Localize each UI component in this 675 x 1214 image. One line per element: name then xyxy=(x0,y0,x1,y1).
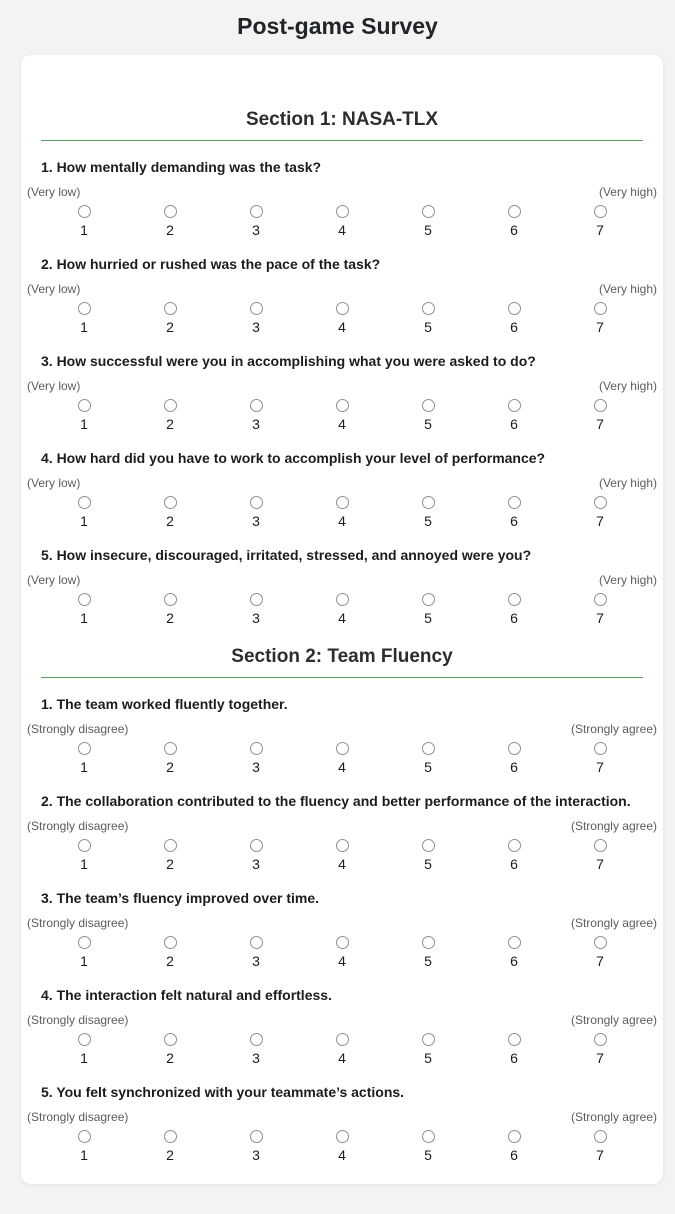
scale-number: 6 xyxy=(510,1050,518,1066)
scale-option[interactable] xyxy=(385,742,471,775)
likert-radio-s1q2-2[interactable] xyxy=(164,302,177,315)
likert-radio-s1q2-6[interactable] xyxy=(508,302,521,315)
question-s2-q3 xyxy=(27,890,657,969)
likert-radio-s1q2-1[interactable] xyxy=(78,302,91,315)
scale-option[interactable] xyxy=(557,205,643,238)
scale-number: 4 xyxy=(338,513,346,529)
scale-option[interactable] xyxy=(127,936,213,969)
anchor-right-label: (Very high) xyxy=(598,282,657,296)
likert-radio-s1q5-4[interactable] xyxy=(336,593,349,606)
scale-option[interactable] xyxy=(213,1033,299,1066)
scale-option[interactable] xyxy=(299,399,385,432)
anchor-left-label: (Very low) xyxy=(27,282,81,296)
likert-radio-s2q3-6[interactable] xyxy=(508,936,521,949)
scale-option[interactable] xyxy=(557,496,643,529)
scale-option[interactable] xyxy=(557,936,643,969)
scale-number: 2 xyxy=(166,222,174,238)
scale-option[interactable] xyxy=(213,205,299,238)
likert-radio-s1q3-3[interactable] xyxy=(250,399,263,412)
likert-radio-s1q4-4[interactable] xyxy=(336,496,349,509)
likert-radio-s1q5-1[interactable] xyxy=(78,593,91,606)
scale-option[interactable] xyxy=(127,1033,213,1066)
scale-number: 7 xyxy=(596,319,604,335)
likert-radio-s2q1-5[interactable] xyxy=(422,742,435,755)
scale-option[interactable] xyxy=(127,302,213,335)
scale-option[interactable] xyxy=(41,496,127,529)
likert-scale xyxy=(41,496,643,529)
survey-section-2 xyxy=(27,646,657,1163)
scale-option[interactable] xyxy=(41,399,127,432)
scale-option[interactable] xyxy=(557,302,643,335)
page-title: Post-game Survey xyxy=(237,13,438,39)
scale-number: 3 xyxy=(252,513,260,529)
likert-radio-s2q2-5[interactable] xyxy=(422,839,435,852)
scale-number: 6 xyxy=(510,759,518,775)
likert-radio-s2q4-4[interactable] xyxy=(336,1033,349,1046)
scale-number: 5 xyxy=(424,1147,432,1163)
scale-option[interactable] xyxy=(213,936,299,969)
scale-number: 2 xyxy=(166,953,174,969)
likert-radio-s2q2-6[interactable] xyxy=(508,839,521,852)
likert-scale xyxy=(41,839,643,872)
likert-radio-s2q2-3[interactable] xyxy=(250,839,263,852)
likert-radio-s1q2-3[interactable] xyxy=(250,302,263,315)
likert-radio-s2q3-5[interactable] xyxy=(422,936,435,949)
section-divider xyxy=(41,140,643,141)
scale-number: 6 xyxy=(510,610,518,626)
likert-radio-s2q2-7[interactable] xyxy=(594,839,607,852)
scale-option[interactable] xyxy=(385,839,471,872)
question-text: 4. The interaction felt natural and effortless. xyxy=(41,987,332,1003)
likert-radio-s2q5-2[interactable] xyxy=(164,1130,177,1143)
scale-option[interactable] xyxy=(471,302,557,335)
scale-option[interactable] xyxy=(127,1130,213,1163)
anchor-row xyxy=(27,379,657,393)
anchor-row xyxy=(27,916,657,930)
scale-option[interactable] xyxy=(471,936,557,969)
scale-number: 2 xyxy=(166,416,174,432)
likert-radio-s1q1-7[interactable] xyxy=(594,205,607,218)
scale-number: 5 xyxy=(424,1050,432,1066)
scale-number: 7 xyxy=(596,953,604,969)
likert-radio-s2q1-7[interactable] xyxy=(594,742,607,755)
scale-number: 6 xyxy=(510,856,518,872)
scale-option[interactable] xyxy=(127,839,213,872)
scale-option[interactable] xyxy=(299,593,385,626)
scale-number: 4 xyxy=(338,1050,346,1066)
scale-number: 5 xyxy=(424,513,432,529)
scale-number: 3 xyxy=(252,1050,260,1066)
likert-radio-s1q1-2[interactable] xyxy=(164,205,177,218)
question-text: 3. How successful were you in accomplishing what you were asked to do? xyxy=(41,353,536,369)
scale-option[interactable] xyxy=(299,205,385,238)
likert-radio-s1q3-2[interactable] xyxy=(164,399,177,412)
scale-option[interactable] xyxy=(127,593,213,626)
scale-number: 5 xyxy=(424,222,432,238)
scale-number: 1 xyxy=(80,1050,88,1066)
anchor-right-label: (Very high) xyxy=(598,379,657,393)
scale-number: 1 xyxy=(80,319,88,335)
question-text: 5. You felt synchronized with your teammate’s actions. xyxy=(41,1084,405,1100)
section-title: Section 1: NASA-TLX xyxy=(245,109,439,130)
anchor-right-label: (Very high) xyxy=(598,185,657,199)
likert-radio-s2q3-2[interactable] xyxy=(164,936,177,949)
scale-option[interactable] xyxy=(213,1130,299,1163)
scale-option[interactable] xyxy=(299,936,385,969)
likert-radio-s2q2-4[interactable] xyxy=(336,839,349,852)
section-title: Section 2: Team Fluency xyxy=(231,646,453,667)
question-s1-q5 xyxy=(27,547,657,626)
likert-radio-s2q1-3[interactable] xyxy=(250,742,263,755)
scale-option[interactable] xyxy=(471,839,557,872)
question-s1-q4 xyxy=(27,450,657,529)
scale-number: 7 xyxy=(596,222,604,238)
likert-radio-s1q1-3[interactable] xyxy=(250,205,263,218)
scale-option[interactable] xyxy=(127,399,213,432)
anchor-right-label: (Strongly agree) xyxy=(570,1110,657,1124)
scale-option[interactable] xyxy=(385,1130,471,1163)
likert-radio-s2q5-6[interactable] xyxy=(508,1130,521,1143)
likert-radio-s1q2-7[interactable] xyxy=(594,302,607,315)
scale-option[interactable] xyxy=(213,742,299,775)
likert-radio-s2q4-1[interactable] xyxy=(78,1033,91,1046)
anchor-left-label: (Strongly disagree) xyxy=(27,722,129,736)
scale-option[interactable] xyxy=(299,302,385,335)
scale-number: 6 xyxy=(510,513,518,529)
scale-number: 2 xyxy=(166,513,174,529)
scale-number: 7 xyxy=(596,856,604,872)
scale-option[interactable] xyxy=(471,742,557,775)
likert-radio-s1q5-6[interactable] xyxy=(508,593,521,606)
scale-number: 5 xyxy=(424,416,432,432)
anchor-row xyxy=(27,282,657,296)
likert-radio-s1q1-1[interactable] xyxy=(78,205,91,218)
likert-radio-s1q4-1[interactable] xyxy=(78,496,91,509)
scale-number: 7 xyxy=(596,513,604,529)
scale-option[interactable] xyxy=(471,205,557,238)
scale-option[interactable] xyxy=(127,742,213,775)
scale-number: 7 xyxy=(596,1147,604,1163)
section-divider xyxy=(41,677,643,678)
scale-option[interactable] xyxy=(213,302,299,335)
question-s2-q4 xyxy=(27,987,657,1066)
anchor-left-label: (Strongly disagree) xyxy=(27,1110,129,1124)
scale-option[interactable] xyxy=(557,1033,643,1066)
scale-number: 1 xyxy=(80,513,88,529)
survey-card xyxy=(21,55,663,1184)
scale-number: 5 xyxy=(424,319,432,335)
likert-radio-s1q5-7[interactable] xyxy=(594,593,607,606)
scale-option[interactable] xyxy=(385,1033,471,1066)
scale-option[interactable] xyxy=(299,496,385,529)
likert-scale xyxy=(41,1130,643,1163)
scale-option[interactable] xyxy=(385,496,471,529)
question-text: 4. How hard did you have to work to accomplish your level of performance? xyxy=(41,450,546,466)
likert-radio-s1q5-5[interactable] xyxy=(422,593,435,606)
anchor-right-label: (Very high) xyxy=(598,476,657,490)
scale-number: 1 xyxy=(80,953,88,969)
anchor-row xyxy=(27,819,657,833)
anchor-left-label: (Strongly disagree) xyxy=(27,916,129,930)
likert-radio-s2q5-4[interactable] xyxy=(336,1130,349,1143)
question-text: 2. The collaboration contributed to the fluency and better performance of the interaction. xyxy=(41,793,631,809)
scale-option[interactable] xyxy=(299,742,385,775)
likert-radio-s2q5-1[interactable] xyxy=(78,1130,91,1143)
scale-number: 6 xyxy=(510,319,518,335)
question-s1-q2 xyxy=(27,256,657,335)
question-s1-q1 xyxy=(27,159,657,238)
likert-radio-s2q3-3[interactable] xyxy=(250,936,263,949)
scale-number: 3 xyxy=(252,759,260,775)
scale-number: 5 xyxy=(424,610,432,626)
likert-radio-s2q1-2[interactable] xyxy=(164,742,177,755)
scale-option[interactable] xyxy=(471,1033,557,1066)
scale-number: 6 xyxy=(510,222,518,238)
question-text: 3. The team’s fluency improved over time. xyxy=(41,890,320,906)
scale-number: 3 xyxy=(252,416,260,432)
scale-number: 4 xyxy=(338,1147,346,1163)
scale-number: 7 xyxy=(596,416,604,432)
likert-radio-s1q1-4[interactable] xyxy=(336,205,349,218)
likert-radio-s2q3-1[interactable] xyxy=(78,936,91,949)
anchor-right-label: (Strongly agree) xyxy=(570,819,657,833)
likert-scale xyxy=(41,1033,643,1066)
scale-option[interactable] xyxy=(299,839,385,872)
anchor-right-label: (Very high) xyxy=(598,573,657,587)
scale-option[interactable] xyxy=(41,1033,127,1066)
likert-radio-s1q4-2[interactable] xyxy=(164,496,177,509)
scale-number: 4 xyxy=(338,759,346,775)
scale-number: 2 xyxy=(166,856,174,872)
scale-option[interactable] xyxy=(41,593,127,626)
scale-number: 2 xyxy=(166,759,174,775)
scale-option[interactable] xyxy=(127,205,213,238)
anchor-row xyxy=(27,1013,657,1027)
scale-option[interactable] xyxy=(557,399,643,432)
scale-number: 3 xyxy=(252,610,260,626)
scale-option[interactable] xyxy=(41,742,127,775)
scale-number: 4 xyxy=(338,610,346,626)
scale-option[interactable] xyxy=(471,1130,557,1163)
scale-number: 2 xyxy=(166,1147,174,1163)
likert-radio-s2q3-4[interactable] xyxy=(336,936,349,949)
likert-radio-s1q4-3[interactable] xyxy=(250,496,263,509)
scale-option[interactable] xyxy=(385,593,471,626)
scale-option[interactable] xyxy=(557,593,643,626)
scale-number: 1 xyxy=(80,759,88,775)
likert-radio-s2q5-5[interactable] xyxy=(422,1130,435,1143)
question-text: 1. How mentally demanding was the task? xyxy=(41,159,322,175)
scale-number: 2 xyxy=(166,319,174,335)
likert-radio-s1q4-7[interactable] xyxy=(594,496,607,509)
anchor-left-label: (Very low) xyxy=(27,379,81,393)
scale-number: 1 xyxy=(80,610,88,626)
question-text: 2. How hurried or rushed was the pace of the task? xyxy=(41,256,381,272)
scale-number: 1 xyxy=(80,1147,88,1163)
likert-radio-s1q5-3[interactable] xyxy=(250,593,263,606)
scale-option[interactable] xyxy=(557,839,643,872)
anchor-left-label: (Strongly disagree) xyxy=(27,1013,129,1027)
scale-number: 7 xyxy=(596,610,604,626)
scale-option[interactable] xyxy=(213,839,299,872)
likert-radio-s1q2-4[interactable] xyxy=(336,302,349,315)
likert-scale xyxy=(41,742,643,775)
scale-number: 5 xyxy=(424,856,432,872)
scale-option[interactable] xyxy=(385,205,471,238)
scale-number: 7 xyxy=(596,759,604,775)
likert-scale xyxy=(41,936,643,969)
anchor-right-label: (Strongly agree) xyxy=(570,916,657,930)
scale-option[interactable] xyxy=(41,839,127,872)
likert-radio-s1q3-7[interactable] xyxy=(594,399,607,412)
likert-radio-s1q3-5[interactable] xyxy=(422,399,435,412)
likert-radio-s2q4-2[interactable] xyxy=(164,1033,177,1046)
scale-option[interactable] xyxy=(385,302,471,335)
scale-option[interactable] xyxy=(471,399,557,432)
anchor-left-label: (Very low) xyxy=(27,476,81,490)
question-s2-q5 xyxy=(27,1084,657,1163)
question-s2-q2 xyxy=(27,793,657,872)
anchor-row xyxy=(27,185,657,199)
scale-number: 4 xyxy=(338,856,346,872)
likert-radio-s1q3-1[interactable] xyxy=(78,399,91,412)
likert-radio-s1q4-5[interactable] xyxy=(422,496,435,509)
scale-option[interactable] xyxy=(41,1130,127,1163)
scale-number: 3 xyxy=(252,1147,260,1163)
scale-number: 3 xyxy=(252,953,260,969)
scale-number: 6 xyxy=(510,416,518,432)
scale-number: 4 xyxy=(338,953,346,969)
page-header xyxy=(0,0,675,55)
likert-scale xyxy=(41,205,643,238)
likert-radio-s1q4-6[interactable] xyxy=(508,496,521,509)
scale-number: 6 xyxy=(510,953,518,969)
question-text: 1. The team worked fluently together. xyxy=(41,696,288,712)
likert-radio-s2q1-1[interactable] xyxy=(78,742,91,755)
scale-number: 5 xyxy=(424,953,432,969)
likert-radio-s1q2-5[interactable] xyxy=(422,302,435,315)
scale-number: 7 xyxy=(596,1050,604,1066)
likert-radio-s2q4-7[interactable] xyxy=(594,1033,607,1046)
scale-option[interactable] xyxy=(385,399,471,432)
likert-radio-s2q2-2[interactable] xyxy=(164,839,177,852)
likert-scale xyxy=(41,302,643,335)
scale-option[interactable] xyxy=(299,1033,385,1066)
scale-number: 3 xyxy=(252,856,260,872)
likert-radio-s1q1-6[interactable] xyxy=(508,205,521,218)
anchor-row xyxy=(27,1110,657,1124)
scale-option[interactable] xyxy=(557,1130,643,1163)
anchor-left-label: (Very low) xyxy=(27,185,81,199)
likert-scale xyxy=(41,399,643,432)
anchor-right-label: (Strongly agree) xyxy=(570,1013,657,1027)
scale-option[interactable] xyxy=(41,205,127,238)
question-s2-q1 xyxy=(27,696,657,775)
likert-radio-s1q3-4[interactable] xyxy=(336,399,349,412)
question-text: 5. How insecure, discouraged, irritated, stressed, and annoyed were you? xyxy=(41,547,532,563)
scale-option[interactable] xyxy=(41,302,127,335)
likert-radio-s2q4-5[interactable] xyxy=(422,1033,435,1046)
scale-option[interactable] xyxy=(41,936,127,969)
scale-number: 4 xyxy=(338,319,346,335)
likert-radio-s2q2-1[interactable] xyxy=(78,839,91,852)
survey-section-1 xyxy=(27,109,657,626)
likert-radio-s2q4-6[interactable] xyxy=(508,1033,521,1046)
scale-number: 4 xyxy=(338,222,346,238)
anchor-row xyxy=(27,476,657,490)
likert-radio-s1q1-5[interactable] xyxy=(422,205,435,218)
scale-number: 5 xyxy=(424,759,432,775)
likert-radio-s2q4-3[interactable] xyxy=(250,1033,263,1046)
scale-number: 3 xyxy=(252,319,260,335)
likert-radio-s2q5-7[interactable] xyxy=(594,1130,607,1143)
scale-option[interactable] xyxy=(213,496,299,529)
scale-option[interactable] xyxy=(127,496,213,529)
likert-radio-s2q5-3[interactable] xyxy=(250,1130,263,1143)
scale-number: 1 xyxy=(80,856,88,872)
scale-option[interactable] xyxy=(299,1130,385,1163)
scale-option[interactable] xyxy=(213,399,299,432)
scale-number: 2 xyxy=(166,610,174,626)
anchor-row xyxy=(27,573,657,587)
scale-option[interactable] xyxy=(213,593,299,626)
scale-number: 6 xyxy=(510,1147,518,1163)
scale-option[interactable] xyxy=(385,936,471,969)
anchor-left-label: (Very low) xyxy=(27,573,81,587)
anchor-row xyxy=(27,722,657,736)
likert-radio-s2q1-6[interactable] xyxy=(508,742,521,755)
likert-radio-s1q3-6[interactable] xyxy=(508,399,521,412)
scale-number: 3 xyxy=(252,222,260,238)
likert-radio-s2q3-7[interactable] xyxy=(594,936,607,949)
scale-number: 2 xyxy=(166,1050,174,1066)
scale-option[interactable] xyxy=(471,593,557,626)
scale-option[interactable] xyxy=(471,496,557,529)
likert-radio-s1q5-2[interactable] xyxy=(164,593,177,606)
likert-radio-s2q1-4[interactable] xyxy=(336,742,349,755)
scale-number: 4 xyxy=(338,416,346,432)
scale-number: 1 xyxy=(80,222,88,238)
scale-option[interactable] xyxy=(557,742,643,775)
anchor-left-label: (Strongly disagree) xyxy=(27,819,129,833)
scale-number: 1 xyxy=(80,416,88,432)
likert-scale xyxy=(41,593,643,626)
anchor-right-label: (Strongly agree) xyxy=(570,722,657,736)
question-s1-q3 xyxy=(27,353,657,432)
